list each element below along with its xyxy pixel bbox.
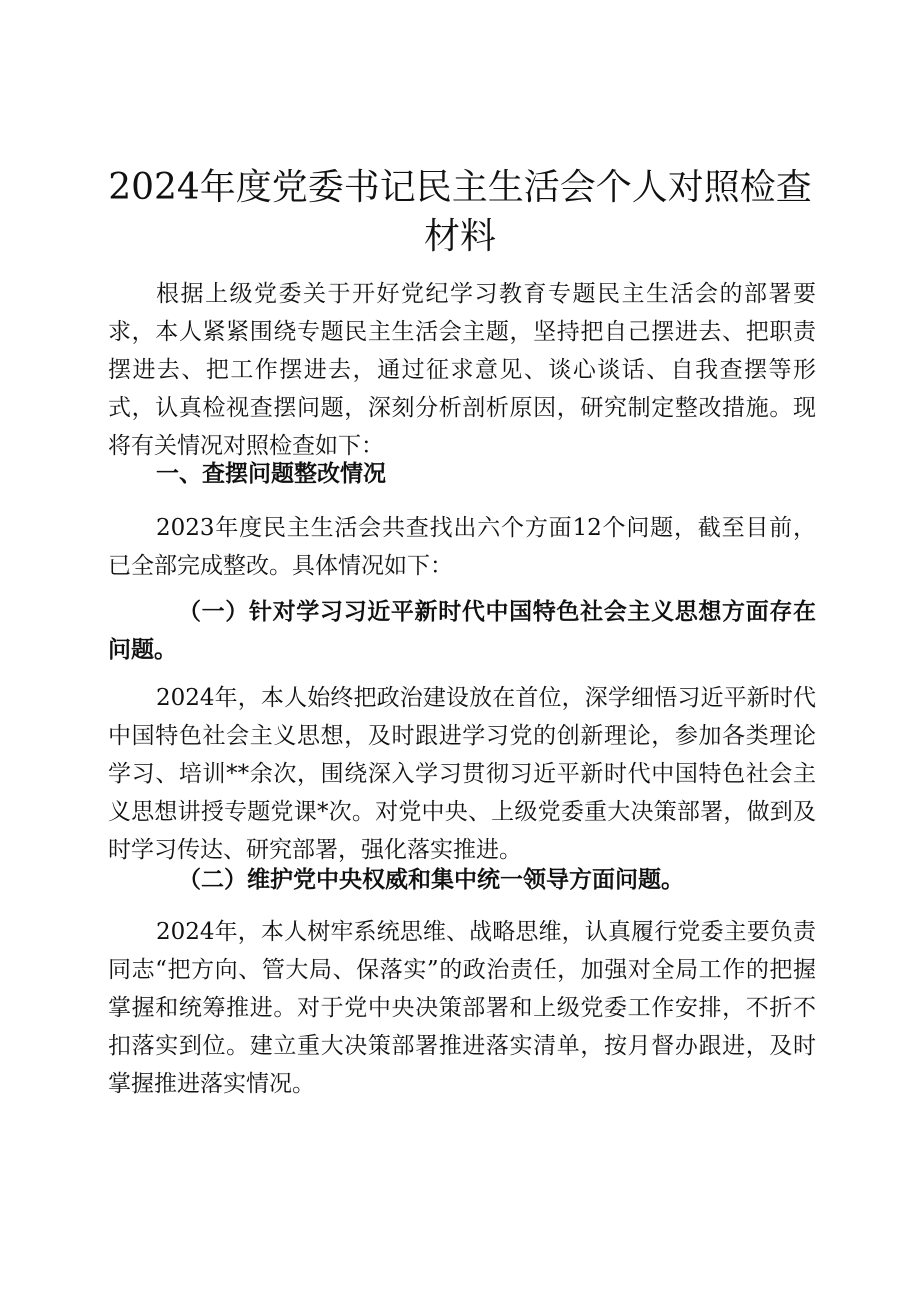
intro-paragraph: 根据上级党委关于开好党纪学习教育专题民主生活会的部署要求，本人紧紧围绕专题民主生活会主题，坚持把自己摆进去、把职责摆进去、把工作摆进去，通过征求意见、谈心谈话、自我查摆等形式，认真检视查摆问题，深刻分析剖析原因，研究制定整改措施。现将有关情况对照检查如下： [108, 281, 816, 459]
subsection-2-heading: （二）维护党中央权威和集中统一领导方面问题。 [178, 866, 684, 893]
document-title: 2024年度党委书记民主生活会个人对照检查材料 [108, 167, 812, 257]
section-1-paragraph: 2023年度民主生活会共查找出六个方面12个问题，截至目前，已全部完成整改。具体情况如下： [108, 515, 816, 579]
subsection-2-paragraph: 2024年，本人树牢系统思维、战略思维，认真履行党委主要负责同志“把方向、管大局、保落实”的政治责任，加强对全局工作的把握掌握和统筹推进。对于党中央决策部署和上级党委工作安排，不折不扣落实到位。建立重大决策部署推进落实清单，按月督办跟进，及时掌握推进落实情况。 [108, 919, 816, 1097]
section-1-heading: 一、查摆问题整改情况 [156, 460, 386, 487]
subsection-1-paragraph: 2024年，本人始终把政治建设放在首位，深学细悟习近平新时代中国特色社会主义思想，及时跟进学习党的创新理论，参加各类理论学习、培训**余次，围绕深入学习贯彻习近平新时代中国特色社会主义思想讲授专题党课*次。对党中央、上级党委重大决策部署，做到及时学习传达、研究部署，强化落实推进。 [108, 685, 816, 863]
subsection-1-heading: （一）针对学习习近平新时代中国特色社会主义思想方面存在问题。 [108, 598, 816, 663]
